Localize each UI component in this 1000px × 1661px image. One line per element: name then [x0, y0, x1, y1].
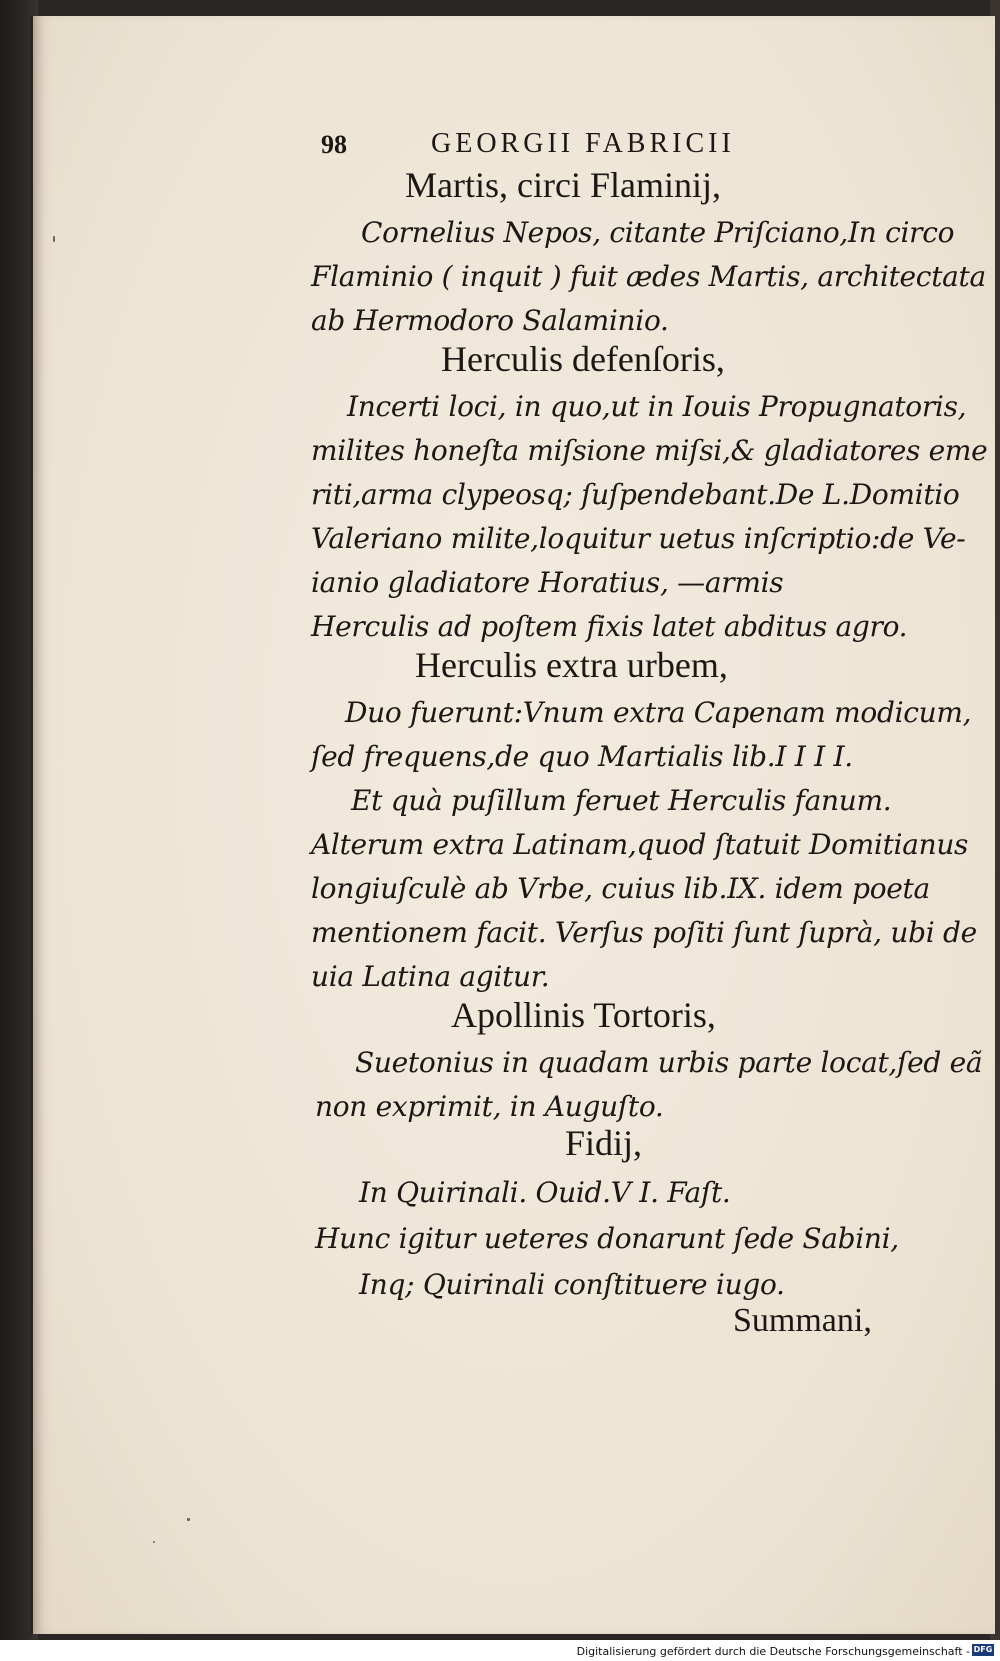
paper-speck	[187, 1518, 190, 1521]
text-line: uia Latina agitur.	[311, 960, 550, 993]
heading-apollinis-tortoris: Apollinis Tortoris,	[451, 995, 716, 1035]
text-line: ſed frequens,de quo Martialis lib.I I I I.	[311, 740, 853, 773]
running-title: GEORGII FABRICII	[431, 128, 735, 159]
verse-line: Inq; Quirinali conſtituere iugo.	[359, 1268, 785, 1301]
text-line: non exprimit, in Auguſto.	[315, 1090, 664, 1123]
text-line: mentionem facit. Verſus poſiti ſunt ſuprà, ubi de	[311, 916, 977, 949]
text-line: Incerti loci, in quo,ut in Iouis Propugnatoris,	[347, 390, 967, 423]
heading-fidij: Fidij,	[565, 1123, 643, 1163]
page-number: 98	[321, 130, 347, 159]
funding-credit: Digitalisierung gefördert durch die Deutsche Forschungsgemeinschaft -	[576, 1645, 970, 1658]
text-line: In Quirinali. Ouid.V I. Faſt.	[359, 1176, 731, 1209]
text-line: Duo fuerunt:Vnum extra Capenam modicum,	[345, 696, 972, 729]
text-line: Suetonius in quadam urbis parte locat,ſed eã	[355, 1046, 983, 1079]
text-line: longiuſculè ab Vrbe, cuius lib.IX. idem poeta	[311, 872, 930, 905]
heading-martis: Martis, circi Flaminij,	[405, 165, 721, 205]
paper-speck	[53, 236, 55, 242]
text-line: Cornelius Nepos, citante Priſciano,In circo	[361, 216, 955, 249]
text-line: Alterum extra Latinam,quod ſtatuit Domitianus	[311, 828, 969, 861]
text-line: Valeriano milite,loquitur uetus inſcriptio:de Ve-	[311, 522, 966, 555]
text-line: Herculis ad poſtem fixis latet abditus agro.	[311, 610, 908, 643]
text-line: milites honeſta miſsione miſsi,& gladiatores eme	[311, 434, 988, 467]
verse-line: Hunc igitur ueteres donarunt ſede Sabini,	[315, 1222, 899, 1255]
text-line: ab Hermodoro Salaminio.	[311, 304, 669, 337]
book-page	[30, 16, 995, 1634]
text-line: ianio gladiatore Horatius, —armis	[311, 566, 784, 599]
heading-herculis-extra-urbem: Herculis extra urbem,	[415, 645, 728, 685]
catchword: Summani,	[733, 1302, 872, 1339]
text-line: riti,arma clypeosq; ſuſpendebant.De L.Domitio	[311, 478, 960, 511]
dfg-logo: DFG	[973, 1645, 993, 1654]
paper-speck	[153, 1541, 155, 1543]
text-line: Flaminio ( inquit ) fuit ædes Martis, architectata	[311, 260, 986, 293]
heading-herculis-defensoris: Herculis defenſoris,	[441, 339, 725, 379]
verse-line: Et quà puſillum feruet Herculis fanum.	[351, 784, 892, 817]
